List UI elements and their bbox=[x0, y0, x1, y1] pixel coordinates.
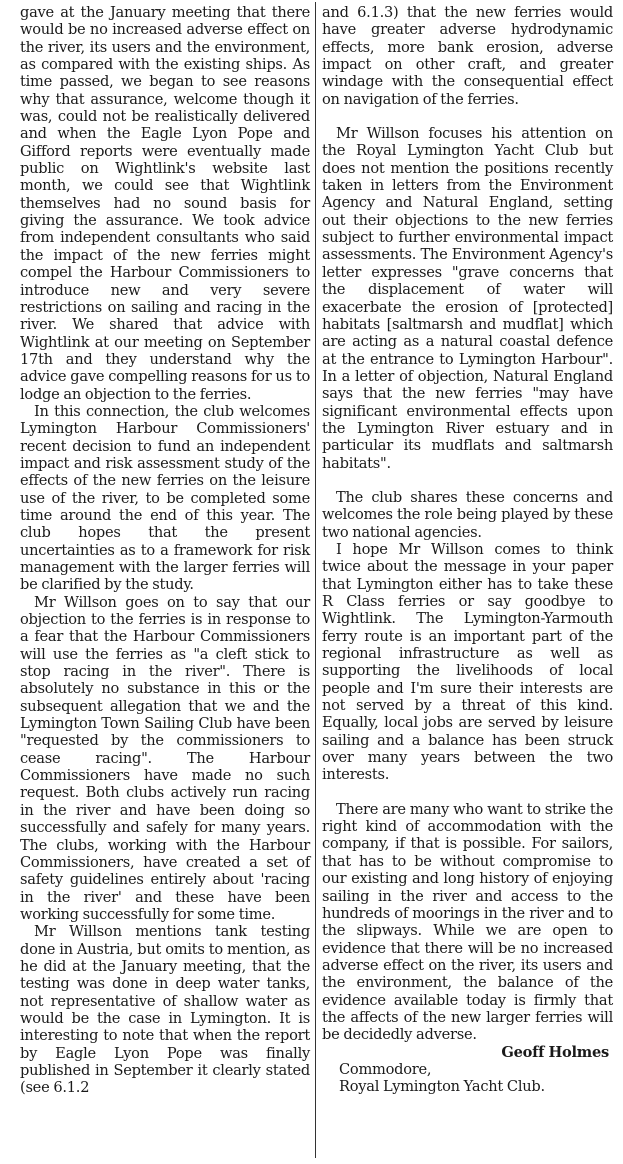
signature-block bbox=[322, 1044, 613, 1096]
paragraph-gap bbox=[322, 784, 613, 801]
paragraph: Mr Willson focuses his attention on the Royal Lymington Yacht Club but does not mention the positions recently taken in letters from the Environment Agency and Natural England, setting out their objections to the new ferries subject to further environmental impact assessments. The Environment Agency's letter expresses "grave concerns that the displacement of water will exacerbate the erosion of [protected] habitats [saltmarsh and mudflat] which are acting as a natural coastal defence at the entrance to Lymington Harbour". In a letter of objection, Natural England says that the new ferries "may have significant environmental effects upon the Lymington River estuary and in particular its mudflats and saltmarsh habitats". bbox=[322, 125, 613, 472]
left-column bbox=[20, 4, 310, 1097]
signature-title: Commodore, bbox=[339, 1060, 432, 1078]
paragraph-gap bbox=[322, 108, 613, 125]
paragraph-gap bbox=[322, 472, 613, 489]
column-divider bbox=[315, 2, 316, 1158]
paragraph: I hope Mr Willson comes to think twice about the message in your paper that Lymington either has to take these R Class ferries or say goodbye to Wightlink. The Lymington-Yarmouth ferry route is an important part of the regional infrastructure as well as supporting the livelihoods of local people and I'm sure their interests are not served by a threat of this kind. Equally, local jobs are served by leisure sailing and a balance has been struck over many years between the two interests. bbox=[322, 540, 613, 784]
paragraph: and 6.1.3) that the new ferries would have greater adverse hydrodynamic effects, more bank erosion, adverse impact on other craft, and greater windage with the consequential effect on navigation of the ferries. bbox=[322, 4, 613, 108]
paragraph: The club shares these concerns and welcomes the role being played by these two national agencies. bbox=[322, 488, 613, 541]
paragraph: Mr Willson goes on to say that our objection to the ferries is in response to a fear that the Harbour Commissioners will use the ferries as "a cleft stick to stop racing in the river". There is absolutely no substance in this or the subsequent allegation that we and the Lymington Town Sailing Club have been "requested by the commissioners to cease racing". The Harbour Commissioners have made no such request. Both clubs actively run racing in the river and have been doing so successfully and safely for many years. The clubs, working with the Harbour Commissioners, have created a set of safety guidelines entirely about 'racing in the river' and these have been working successfully for some time. bbox=[20, 593, 310, 923]
right-column bbox=[322, 4, 613, 1096]
signature-name: Geoff Holmes bbox=[501, 1043, 609, 1061]
paragraph: In this connection, the club welcomes Lymington Harbour Commissioners' recent decision to fund an independent impact and risk assessment study of the effects of the new ferries on the leisure use of the river, to be completed some time around the end of this year. The club hopes that the present uncertainties as to a framework for risk management with the larger ferries will be clarified by the study. bbox=[20, 402, 310, 594]
signature-organisation: Royal Lymington Yacht Club. bbox=[339, 1078, 545, 1096]
paragraph: There are many who want to strike the right kind of accommodation with the company, if that is possible. For sailors, that has to be without compromise to our existing and long history of enjoying sailing in the river and access to the hundreds of moorings in the river and to the slipways. While we are open to evidence that there will be no increased adverse effect on the river, its users and the environment, the balance of the evidence available today is firmly that the affects of the new larger ferries will be decidedly adverse. bbox=[322, 800, 613, 1044]
paragraph: gave at the January meeting that there would be no increased adverse effect on the river, its users and the environment, as compared with the existing ships. As time passed, we began to see reasons why that assurance, welcome though it was, could not be realistically delivered and when the Eagle Lyon Pope and Gifford reports were eventually made public on Wightlink's website last month, we could see that Wightlink themselves had no sound basis for giving the assurance. We took advice from independent consultants who said the impact of the new ferries might compel the Harbour Commissioners to introduce new and very severe restrictions on sailing and racing in the river. We shared that advice with Wightlink at our meeting on September 17th and they understand why the advice gave compelling reasons for us to lodge an objection to the ferries. bbox=[20, 4, 310, 403]
paragraph: Mr Willson mentions tank testing done in Austria, but omits to mention, as he did at the January meeting, that the testing was done in deep water tanks, not representative of shallow water as would be the case in Lymington. It is interesting to note that when the report by Eagle Lyon Pope was finally published in September it clearly stated (see 6.1.2 bbox=[20, 923, 310, 1097]
